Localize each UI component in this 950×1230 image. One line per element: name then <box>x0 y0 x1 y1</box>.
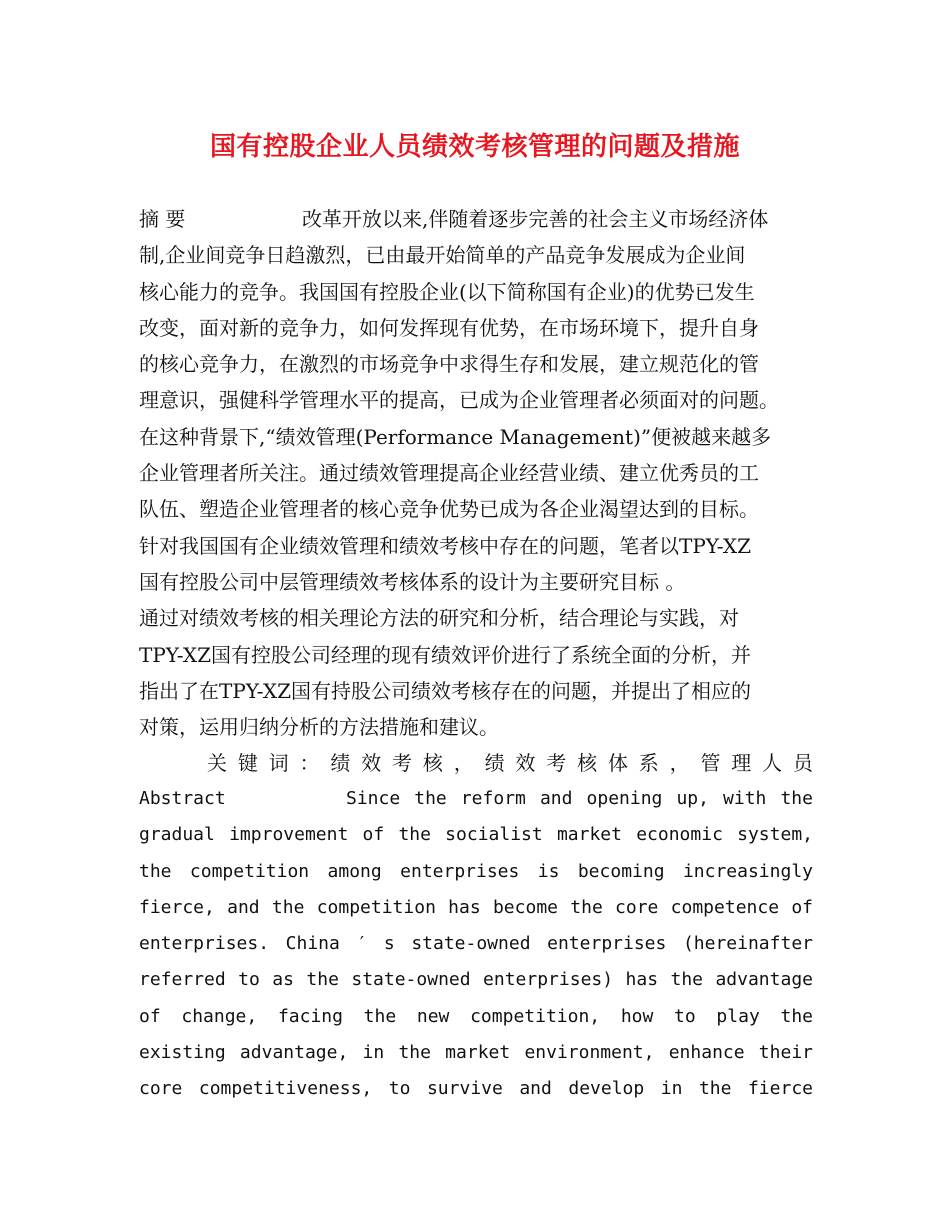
abstract-line: 改革开放以来,伴随着逐步完善的社会主义市场经济体 <box>302 207 769 231</box>
abstract-en <box>139 781 813 1108</box>
abstract-en-line: fierce, and the competition has become the core competence of <box>139 896 813 918</box>
keywords: 关 键 词 ： 绩 效 考 核 ， 绩 效 考 核 体 系 ， 管 理 人 员 <box>207 751 813 776</box>
abstract-en-line: existing advantage, in the market environment, enhance their <box>139 1042 813 1064</box>
abstract-en-line: gradual improvement of the socialist market economic system, <box>139 824 813 846</box>
abstract-en-line: enterprises. China ′ s state-owned enterprises (hereinafter <box>139 933 813 955</box>
abstract-line: 企业管理者所关注。通过绩效管理提高企业经营业绩、建立优秀员的工 <box>139 461 759 486</box>
abstract-line: 指出了在TPY-XZ国有持股公司绩效考核存在的问题，并提出了相应的 <box>139 678 751 703</box>
abstract-line: 国有控股公司中层管理绩效考核体系的设计为主要研究目标 。 <box>139 569 686 594</box>
abstract-line: 的核心竞争力，在激烈的市场竞争中求得生存和发展，建立规范化的管 <box>139 352 759 377</box>
abstract-line: 通过对绩效考核的相关理论方法的研究和分析，结合理论与实践，对 <box>139 606 739 631</box>
abstract-line: 核心能力的竞争。我国国有控股企业(以下简称国有企业)的优势已发生 <box>139 279 755 304</box>
abstract-line: 在这种背景下,“绩效管理(Performance Management)”便被越来越多 <box>139 424 772 449</box>
abstract-label: 摘 要 <box>139 207 186 231</box>
abstract-en-line: the competition among enterprises is becoming increasingly <box>139 860 813 882</box>
page-title: 国有控股企业人员绩效考核管理的问题及措施 <box>209 132 740 162</box>
abstract-line: 制,企业间竞争日趋激烈，已由最开始简单的产品竞争发展成为企业间 <box>139 243 746 268</box>
abstract-line: 队伍、塑造企业管理者的核心竞争优势已成为各企业渴望达到的目标。 <box>139 497 759 522</box>
abstract-line: 针对我国国有企业绩效管理和绩效考核中存在的问题，笔者以TPY-XZ <box>139 533 751 558</box>
abstract-line: 对策，运用归纳分析的方法措施和建议。 <box>139 715 499 740</box>
abstract-en-line: core competitiveness, to survive and develop in the fierce <box>139 1078 813 1100</box>
abstract-line: 改变，面对新的竞争力，如何发挥现有优势，在市场环境下，提升自身 <box>139 315 759 340</box>
abstract-line: TPY-XZ国有控股公司经理的现有绩效评价进行了系统全面的分析，并 <box>139 642 751 667</box>
abstract-en-label: Abstract <box>139 788 226 809</box>
abstract-en-first-line <box>139 781 813 817</box>
abstract-en-line: referred to as the state-owned enterprises) has the advantage <box>139 969 813 991</box>
abstract-first-line <box>139 201 813 237</box>
abstract-cn <box>139 201 813 782</box>
abstract-line: 理意识，强健科学管理水平的提高，已成为企业管理者必须面对的问题。 <box>139 388 779 413</box>
abstract-en-line: Since the reform and opening up, with the <box>346 788 813 809</box>
abstract-en-line: of change, facing the new competition, how to play the <box>139 1005 813 1027</box>
